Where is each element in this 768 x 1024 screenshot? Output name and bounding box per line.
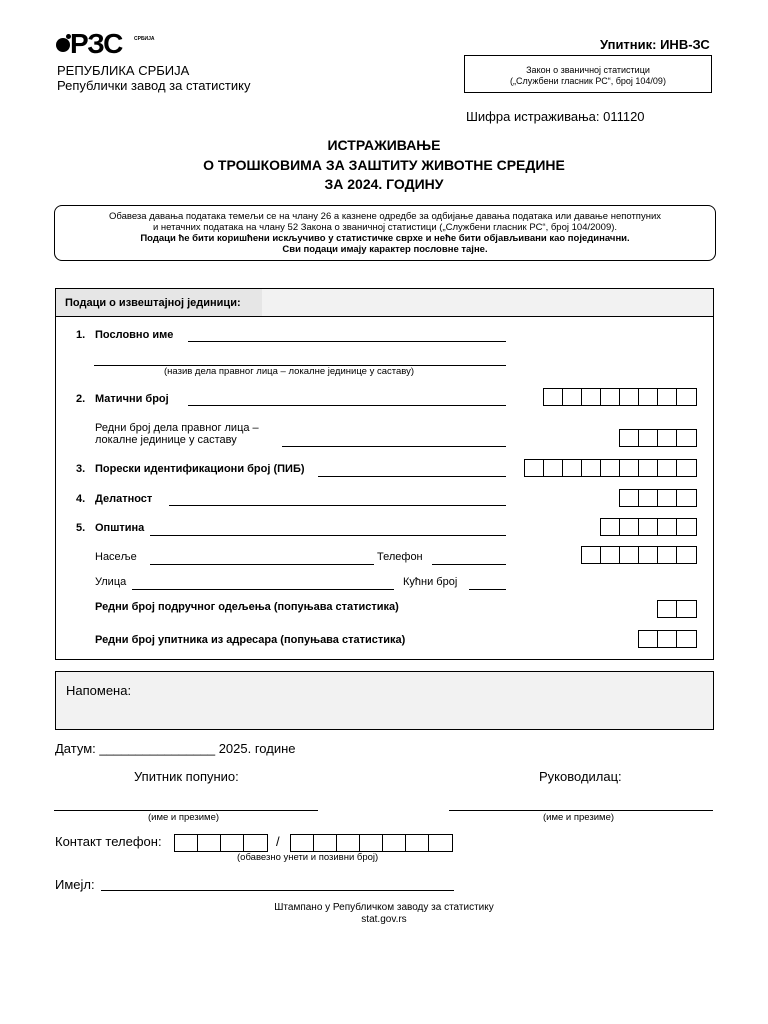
local-unit-field[interactable] [282, 446, 506, 447]
branch-no-boxes[interactable] [657, 600, 697, 618]
business-name-field[interactable] [188, 341, 506, 342]
law-line2: („Службени гласник РС“, број 104/09) [510, 76, 666, 86]
notice-line4: Сви подаци имају карактер пословне тајне. [282, 244, 488, 255]
item-number-4: 4. [76, 493, 86, 505]
address-no-boxes[interactable] [638, 630, 697, 648]
legal-notice [54, 205, 716, 261]
notice-line1: Обавеза давања података темељи се на члану 26 а казнене одредбе за одбијање давања података или давање непотпуних [109, 211, 661, 222]
notice-line3: Подаци ће бити коришћени искључиво у статистичке сврхе и неће бити објављивани као појединачни. [140, 233, 630, 244]
branch-no-label: Редни број подручног одељења (попуњава статистика) [95, 601, 399, 613]
item-number-3: 3. [76, 463, 86, 475]
activity-field[interactable] [169, 505, 506, 506]
tax-id-field[interactable] [318, 476, 506, 477]
tax-id-boxes[interactable] [524, 459, 697, 477]
municipality-field[interactable] [150, 535, 506, 536]
footer-line1: Штампано у Републичком заводу за статистику [274, 902, 494, 913]
item-number-2: 2. [76, 393, 86, 405]
org-line2: Републички завод за статистику [57, 78, 251, 93]
rzs-logo [56, 28, 156, 60]
street-label: Улица [95, 576, 127, 588]
street-field[interactable] [132, 589, 394, 590]
footer-line2: stat.gov.rs [361, 914, 407, 925]
law-box [464, 55, 712, 93]
settlement-boxes[interactable] [581, 546, 697, 564]
note-label: Напомена: [66, 683, 132, 698]
contact-phone-label: Контакт телефон: [55, 834, 162, 849]
law-line1: Закон о званичној статистици [526, 65, 650, 75]
survey-code: Шифра истраживања: 011120 [466, 109, 645, 124]
date-field[interactable]: ________________ [99, 741, 216, 756]
logo-small-text: СРБИЈА [134, 36, 155, 42]
phone-label: Телефон [377, 551, 423, 563]
local-unit-boxes[interactable] [619, 429, 697, 447]
area-code-boxes[interactable] [174, 834, 268, 852]
phone-slash: / [276, 834, 280, 849]
unit-header-label: Подаци о извештајној јединици: [56, 289, 262, 316]
reg-number-name-field[interactable] [188, 405, 506, 406]
title-line3: ЗА 2024. ГОДИНУ [324, 176, 444, 192]
date-suffix: 2025. године [218, 741, 296, 756]
manager-signature-line[interactable] [449, 810, 713, 811]
filled-by-name-hint: (име и презиме) [148, 812, 220, 823]
filled-by-signature-line[interactable] [54, 810, 318, 811]
settlement-label: Насеље [95, 551, 137, 563]
item-number-1: 1. [76, 329, 86, 341]
questionnaire-id: Упитник: ИНВ-ЗС [600, 37, 710, 52]
tax-id-label: Порески идентификациони број (ПИБ) [95, 463, 305, 475]
phone-number-boxes[interactable] [290, 834, 453, 852]
house-no-field[interactable] [469, 589, 506, 590]
reg-number-boxes[interactable] [543, 388, 697, 406]
email-field[interactable] [101, 890, 454, 891]
local-unit-label-2: локалне јединице у саставу [95, 434, 237, 446]
org-line1: РЕПУБЛИКА СРБИЈА [57, 63, 190, 78]
logo-text: РЗС [70, 28, 123, 59]
unit-header [56, 289, 713, 317]
manager-label: Руководилац: [539, 769, 622, 784]
manager-name-hint: (име и презиме) [543, 812, 615, 823]
filled-by-label: Упитник попунио: [134, 769, 239, 784]
logo-dot-icon [56, 38, 70, 52]
activity-label: Делатност [95, 493, 153, 505]
municipality-boxes[interactable] [600, 518, 697, 536]
email-label: Имејл: [55, 877, 95, 892]
date-label: Датум: [55, 741, 96, 756]
date-row [55, 741, 296, 756]
reg-number-label: Матични број [95, 393, 169, 405]
item-number-5: 5. [76, 522, 86, 534]
address-no-label: Редни број упитника из адресара (попуњава статистика) [95, 634, 406, 646]
phone-field[interactable] [432, 564, 506, 565]
reporting-unit-section [55, 288, 714, 660]
local-unit-label-1: Редни број дела правног лица – [95, 422, 259, 434]
phone-hint: (обавезно унети и позивни број) [237, 852, 379, 863]
business-name-hint: (назив дела правног лица – локалне јединице у саставу) [164, 366, 415, 377]
house-no-label: Кућни број [403, 576, 458, 588]
activity-boxes[interactable] [619, 489, 697, 507]
title-line2: О ТРОШКОВИМА ЗА ЗАШТИТУ ЖИВОТНЕ СРЕДИНЕ [203, 157, 565, 173]
settlement-field[interactable] [150, 564, 374, 565]
notice-line2: и нетачних података на члану 52 Закона о званичној статистици („Службени гласник РС“, број 104/2009). [152, 222, 618, 233]
title-line1: ИСТРАЖИВАЊЕ [327, 137, 441, 153]
note-box[interactable] [55, 671, 714, 730]
municipality-label: Општина [95, 522, 145, 534]
business-name-label: Пословно име [95, 329, 174, 341]
